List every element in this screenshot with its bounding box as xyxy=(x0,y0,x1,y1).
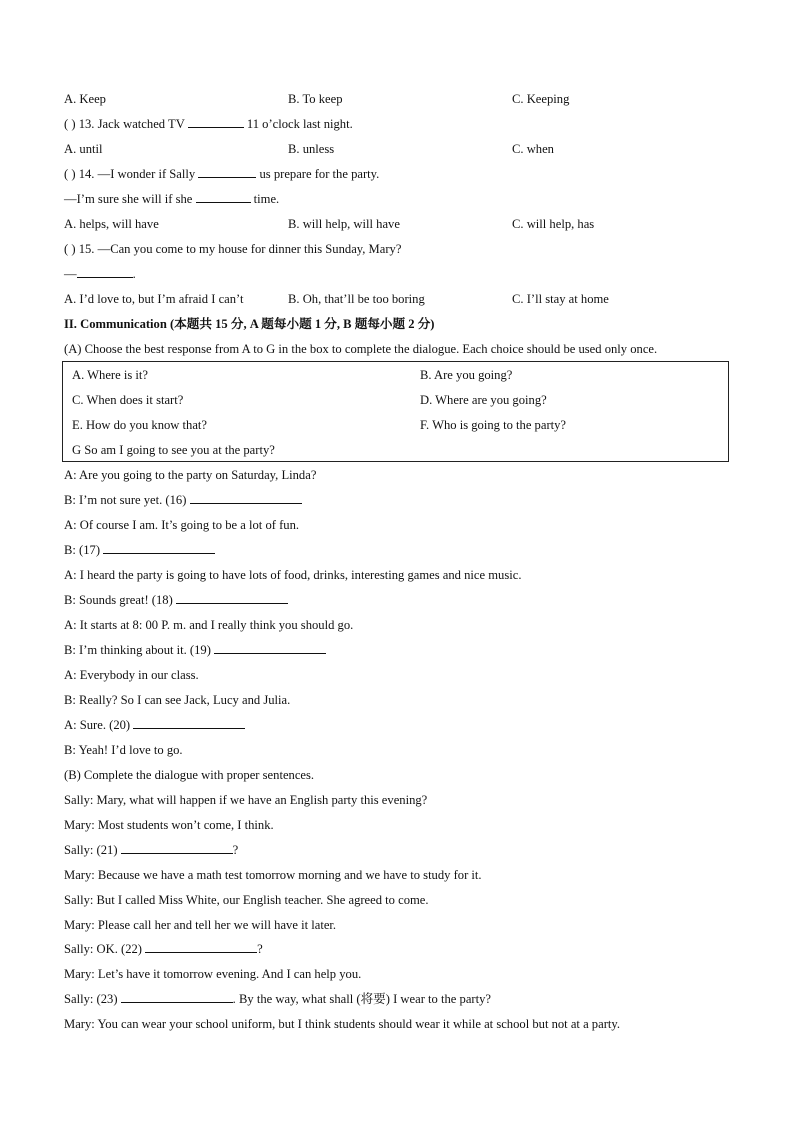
answer-paren: ( ) xyxy=(64,167,76,181)
answer-blank[interactable] xyxy=(196,191,251,203)
q13-option-c: C. when xyxy=(512,142,554,156)
answer-blank[interactable] xyxy=(188,116,244,128)
dialogue-line: B: I’m not sure yet. (16) xyxy=(64,492,302,508)
answer-blank[interactable] xyxy=(121,991,233,1003)
dialogue-line: B: Yeah! I’d love to go. xyxy=(64,743,183,757)
part-b-instructions: (B) Complete the dialogue with proper sentences. xyxy=(64,768,315,782)
answer-blank[interactable] xyxy=(176,592,288,604)
dialogue-line: A: It starts at 8: 00 P. m. and I really think you should go. xyxy=(64,618,354,632)
dialogue-line: Sally: (21) ? xyxy=(64,842,239,857)
answer-blank[interactable] xyxy=(145,941,257,953)
q14-question: ( ) 14. —I wonder if Sally us prepare for the party. xyxy=(64,167,380,181)
dialogue-line: Mary: Please call her and tell her we will have it later. xyxy=(64,917,337,932)
q13-question: ( ) 13. Jack watched TV 11 o’clock last night. xyxy=(64,117,353,131)
choice-g: G So am I going to see you at the party? xyxy=(72,443,275,457)
dialogue-line: B: Really? So I can see Jack, Lucy and Julia. xyxy=(64,693,291,707)
answer-blank[interactable] xyxy=(103,542,215,554)
q13-option-b: B. unless xyxy=(288,142,335,156)
dialogue-line: Mary: Let’s have it tomorrow evening. And I can help you. xyxy=(64,967,362,982)
dialogue-line: B: I’m thinking about it. (19) xyxy=(64,642,326,658)
dialogue-line: A: Everybody in our class. xyxy=(64,668,199,682)
answer-blank[interactable] xyxy=(214,642,326,654)
dialogue-line: A: Of course I am. It’s going to be a lot of fun. xyxy=(64,518,300,532)
dialogue-line: Sally: Mary, what will happen if we have an English party this evening? xyxy=(64,793,428,807)
part-a-instructions: (A) Choose the best response from A to G in the box to complete the dialogue. Each choice should be used only once. xyxy=(64,342,658,356)
q12-option-c: C. Keeping xyxy=(512,92,570,106)
choice-f: F. Who is going to the party? xyxy=(420,418,567,432)
choices-box xyxy=(62,361,729,462)
choice-a: A. Where is it? xyxy=(72,368,149,382)
dialogue-line: A: Are you going to the party on Saturday, Linda? xyxy=(64,468,317,482)
answer-blank[interactable] xyxy=(198,166,256,178)
choice-e: E. How do you know that? xyxy=(72,418,208,432)
dialogue-line: Mary: You can wear your school uniform, but I think students should wear it while at school but not at a party. xyxy=(64,1017,621,1032)
dialogue-line: A: Sure. (20) xyxy=(64,717,245,733)
q12-option-a: A. Keep xyxy=(64,92,106,106)
q12-option-b: B. To keep xyxy=(288,92,343,106)
answer-blank[interactable] xyxy=(133,717,245,729)
dialogue-line: Sally: But I called Miss White, our English teacher. She agreed to come. xyxy=(64,892,429,907)
answer-blank[interactable] xyxy=(121,842,233,854)
q14-option-a: A. helps, will have xyxy=(64,217,159,231)
q15-option-b: B. Oh, that’ll be too boring xyxy=(288,292,425,306)
q15-response: — . xyxy=(64,267,136,281)
q15-option-a: A. I’d love to, but I’m afraid I can’t xyxy=(64,292,244,306)
choice-b: B. Are you going? xyxy=(420,368,513,382)
dialogue-line: Mary: Most students won’t come, I think. xyxy=(64,817,274,832)
dialogue-line: Mary: Because we have a math test tomorrow morning and we have to study for it. xyxy=(64,867,482,882)
q13-option-a: A. until xyxy=(64,142,103,156)
q14-option-b: B. will help, will have xyxy=(288,217,400,231)
q15-question: ( ) 15. —Can you come to my house for dinner this Sunday, Mary? xyxy=(64,242,402,256)
answer-blank[interactable] xyxy=(190,492,302,504)
answer-paren: ( ) xyxy=(64,117,76,131)
dialogue-line: A: I heard the party is going to have lots of food, drinks, interesting games and nice music. xyxy=(64,568,522,582)
q15-option-c: C. I’ll stay at home xyxy=(512,292,609,306)
dialogue-line: Sally: OK. (22) ? xyxy=(64,942,263,957)
choice-c: C. When does it start? xyxy=(72,393,184,407)
q14-response: —I’m sure she will if she time. xyxy=(64,192,280,206)
choice-d: D. Where are you going? xyxy=(420,393,547,407)
answer-blank[interactable] xyxy=(77,266,133,278)
section-heading: II. Communication (本题共 15 分, A 题每小题 1 分, B 题每小题 2 分) xyxy=(64,317,435,331)
q14-option-c: C. will help, has xyxy=(512,217,595,231)
dialogue-line: B: (17) xyxy=(64,542,215,558)
answer-paren: ( ) xyxy=(64,242,76,256)
dialogue-line: Sally: (23) . By the way, what shall (将要) I wear to the party? xyxy=(64,992,491,1007)
dialogue-line: B: Sounds great! (18) xyxy=(64,592,288,608)
